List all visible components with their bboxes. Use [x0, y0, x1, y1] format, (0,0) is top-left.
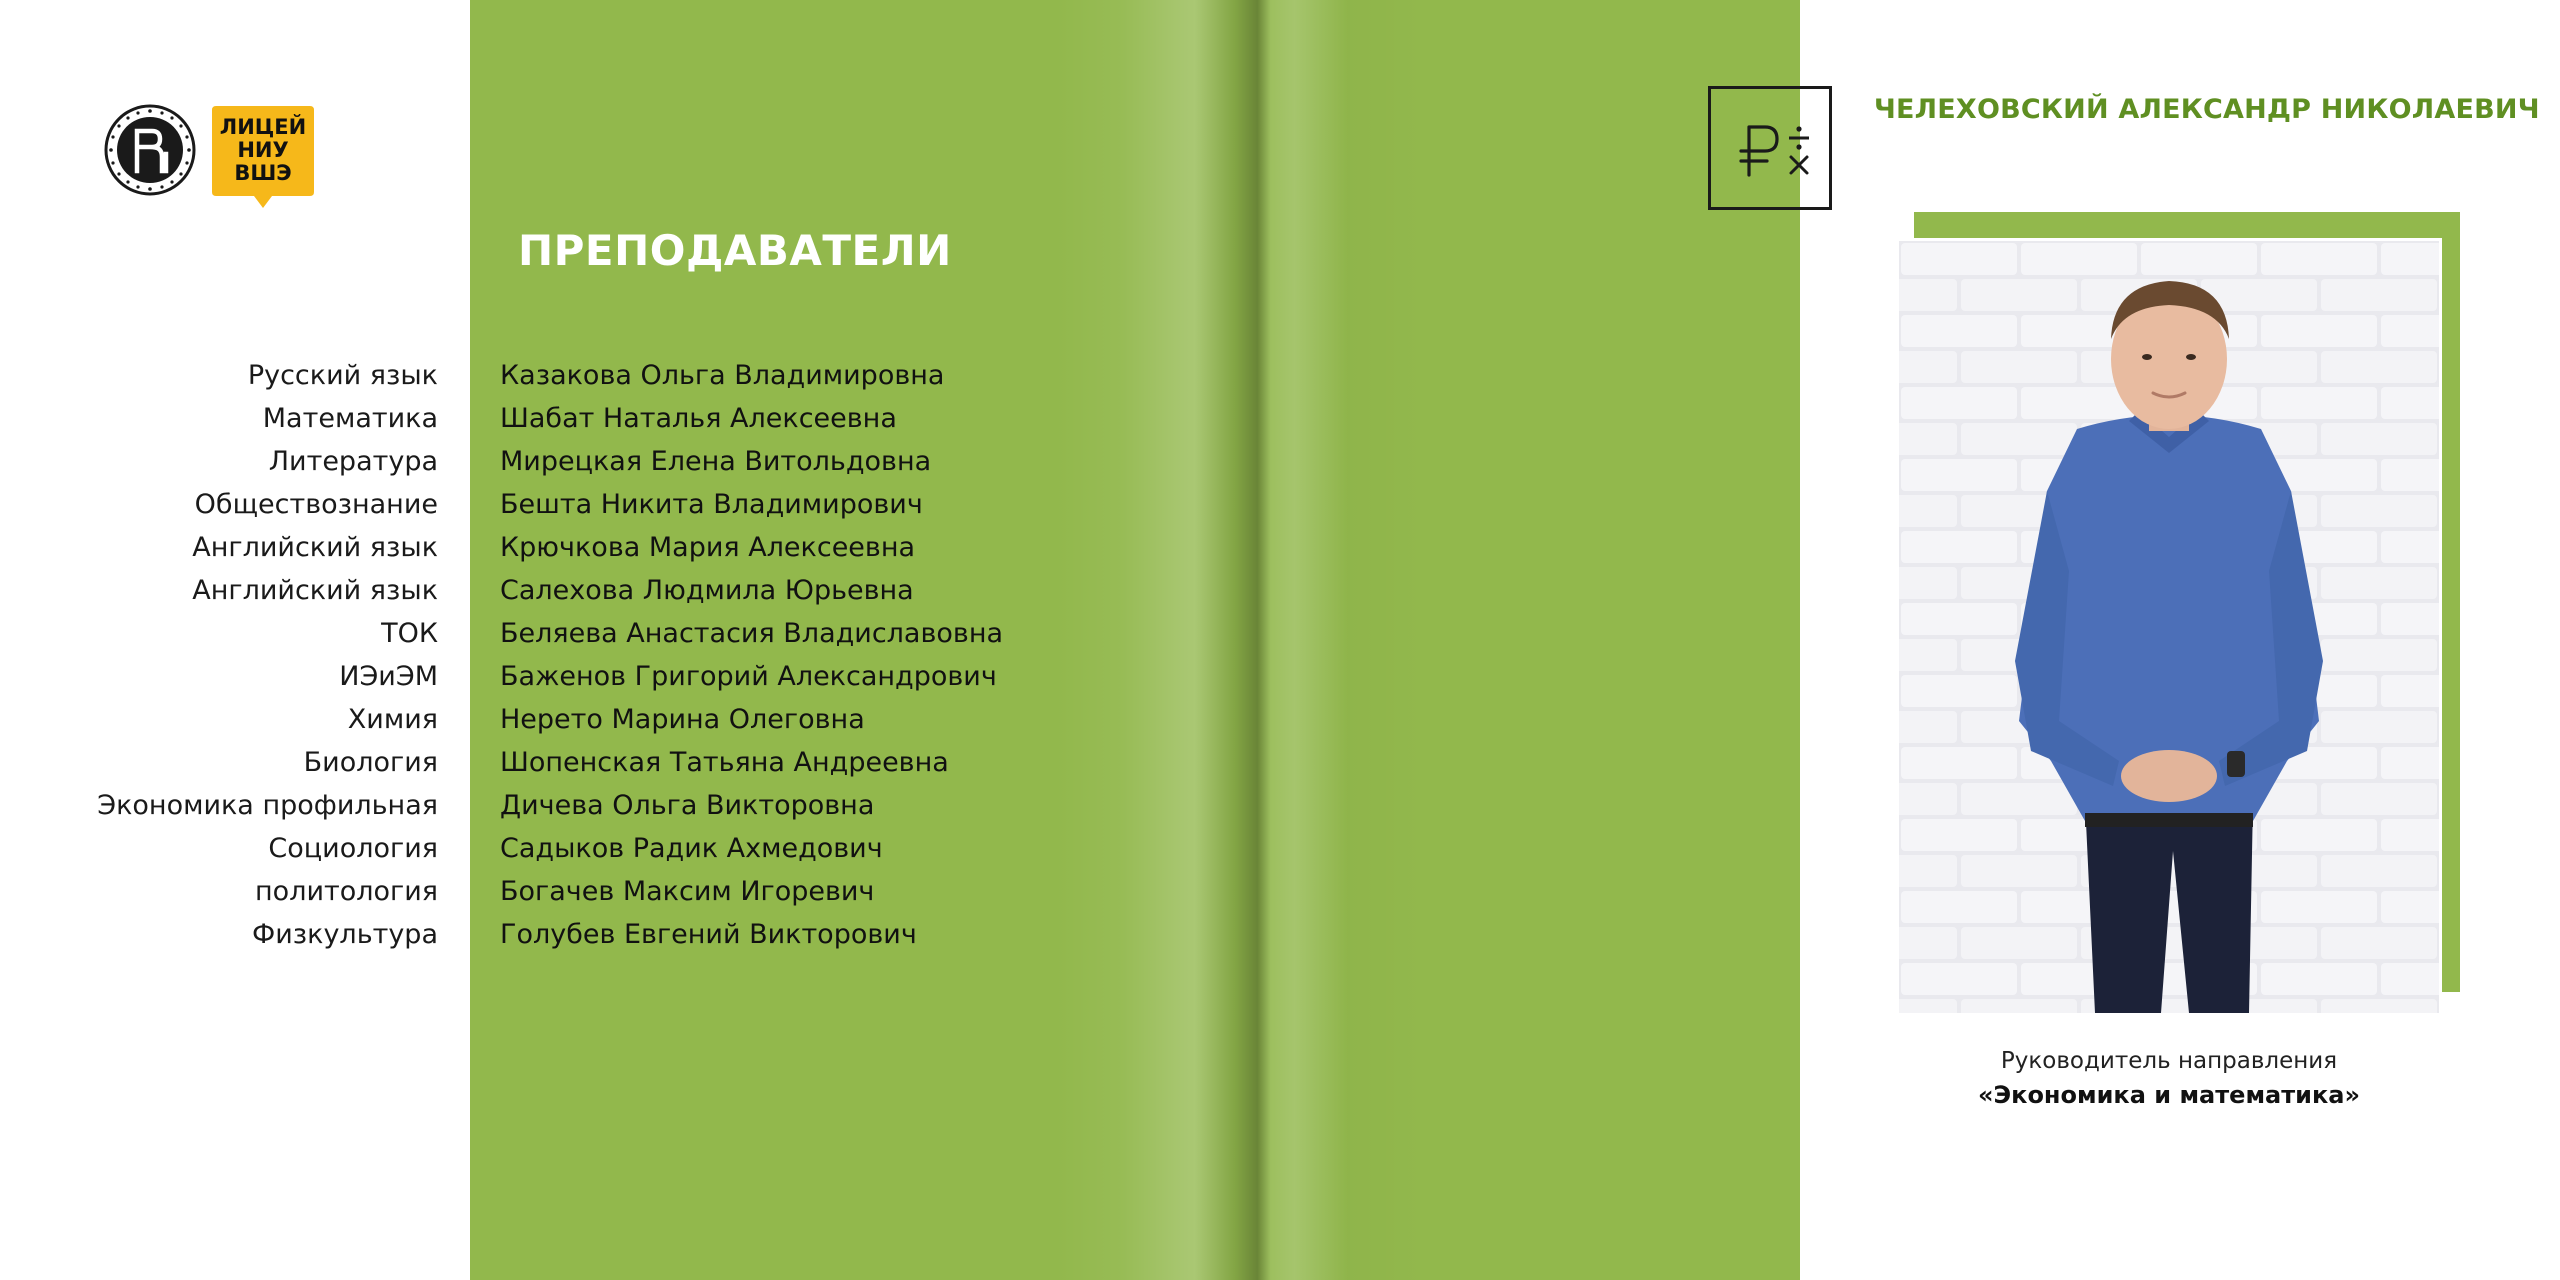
subject-label: Литература	[268, 446, 438, 477]
subject-label: Экономика профильная	[97, 790, 438, 821]
subject-label: Физкультура	[252, 919, 438, 950]
teacher-name: Шабат Наталья Алексеевна	[500, 403, 897, 434]
subject-label: ТОК	[381, 618, 438, 649]
portrait-photo	[1896, 238, 2442, 1016]
subject-label: ИЭиЭМ	[339, 661, 438, 692]
teacher-name: Нерето Марина Олеговна	[500, 704, 865, 735]
subject-label: Русский язык	[247, 360, 438, 391]
section-title: ПРЕПОДАВАТЕЛИ	[518, 226, 952, 275]
teacher-name: Бешта Никита Владимирович	[500, 489, 923, 520]
teacher-name: Мирецкая Елена Витольдовна	[500, 446, 932, 477]
teacher-name: Голубев Евгений Викторович	[500, 919, 917, 950]
teacher-name: Богачев Максим Игоревич	[500, 876, 875, 907]
subject-label: Обществознание	[194, 489, 438, 520]
teacher-name: Садыков Радик Ахмедович	[500, 833, 883, 864]
teacher-name: Дичева Ольга Викторовна	[500, 790, 875, 821]
caption-direction: «Экономика и математика»	[1978, 1081, 2360, 1109]
teacher-name: Шопенская Татьяна Андреевна	[500, 747, 949, 778]
teacher-name: Салехова Людмила Юрьевна	[500, 575, 914, 606]
teacher-name: Крючкова Мария Алексеевна	[500, 532, 916, 563]
subject-label: Социология	[268, 833, 438, 864]
subject-label: политология	[255, 876, 438, 907]
hse-emblem-icon	[104, 104, 196, 196]
lyceum-logo-text: ЛИЦЕЙ НИУ ВШЭ	[219, 115, 307, 185]
subject-label: Английский язык	[192, 575, 438, 606]
subject-label: Биология	[303, 747, 438, 778]
subject-label: Химия	[347, 704, 438, 735]
subject-label: Математика	[262, 403, 438, 434]
subject-label: Английский язык	[192, 532, 438, 563]
teacher-name: Баженов Григорий Александрович	[500, 661, 997, 692]
person-name: ЧЕЛЕХОВСКИЙ АЛЕКСАНДР НИКОЛАЕВИЧ	[1874, 94, 2540, 125]
ruble-divide-multiply-icon	[1708, 86, 1832, 210]
teacher-name: Казакова Ольга Владимировна	[500, 360, 945, 391]
teacher-name: Беляева Анастасия Владиславовна	[500, 618, 1004, 649]
caption-role: Руководитель направления	[2000, 1048, 2338, 1074]
